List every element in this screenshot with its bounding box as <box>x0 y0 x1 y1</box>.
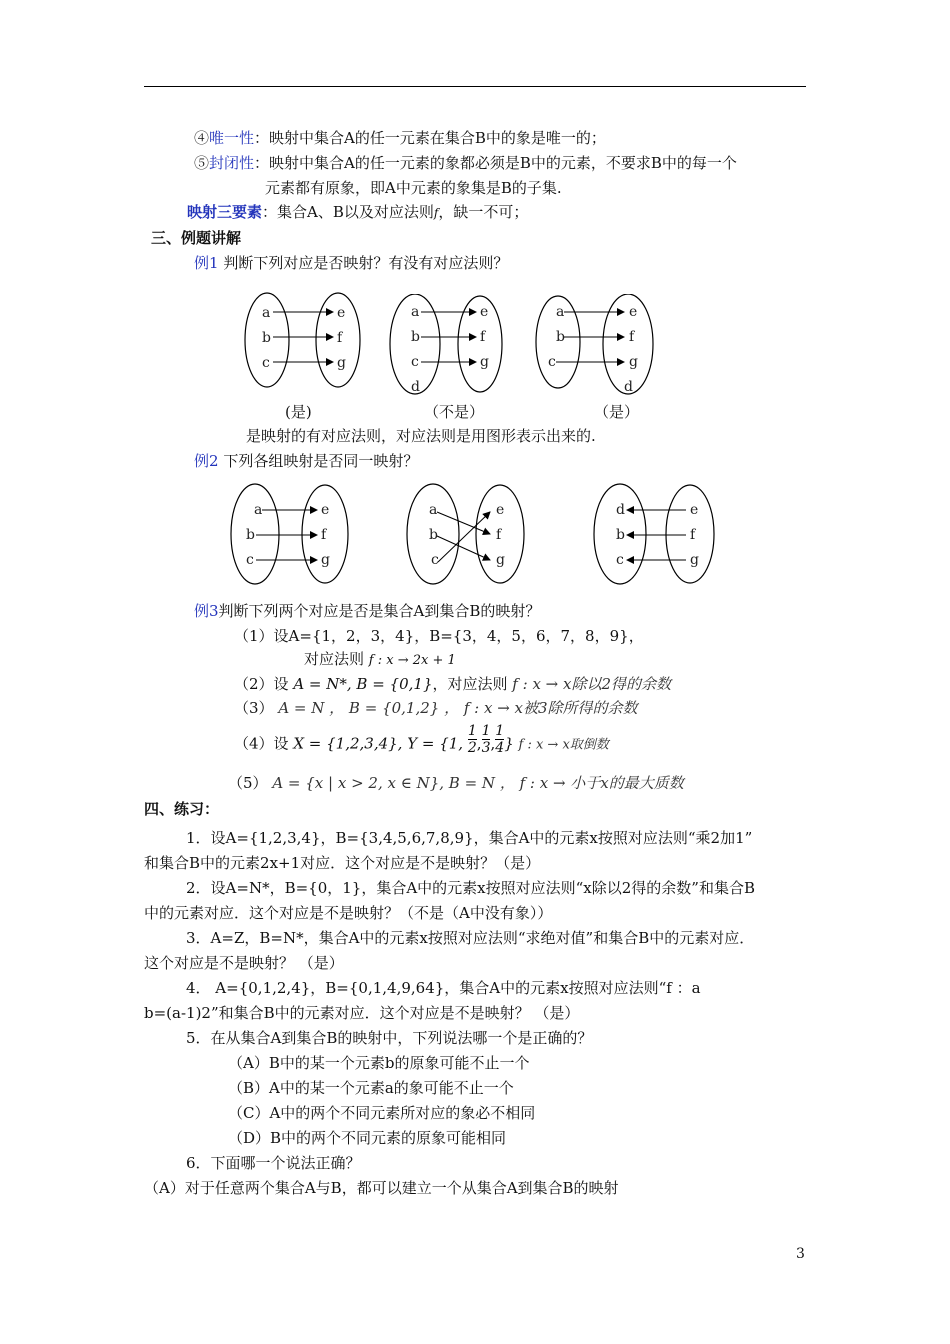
set-b-element: f <box>480 329 486 345</box>
ex1-note: 是映射的有对应法则，对应法则是用图形表示出来的. <box>246 427 596 445</box>
property-closure-cont: 元素都有原象，即A中元素的象集是B的子集. <box>265 179 562 197</box>
practice-q5-option-b: （B）A中的某一个元素a的象可能不止一个 <box>228 1079 514 1097</box>
text: ，对应法则 <box>432 675 508 693</box>
text: ：集合A、B以及对应法则 <box>262 203 434 221</box>
fraction <box>482 723 491 756</box>
math-sets: X = {1,2,3,4}, Y = {1, <box>293 734 464 753</box>
practice-q2-line1: 2．设A=N*，B={0，1}，集合A中的元素x按照对应法则“x除以2得的余数”和集合B <box>186 879 755 897</box>
math-sets-rule: A = {x | x > 2, x ∈ N}, B = N ， f : x → 小于x的最大质数 <box>272 774 684 792</box>
fraction-denominator: 3 <box>481 740 491 756</box>
fraction-numerator: 1 <box>495 723 505 739</box>
term-three-elements: 映射三要素 <box>187 203 263 221</box>
set-a-element: c <box>246 552 254 568</box>
set-b-element: e <box>629 304 638 320</box>
practice-q4-line1: 4． A={0,1,2,4}，B={0,1,4,9,64}，集合A中的元素x按照对应法则“f ：a <box>186 979 701 997</box>
mapping-arrow <box>438 512 490 562</box>
practice-q6-option-a: （A）对于任意两个集合A与B，都可以建立一个从集合A到集合B的映射 <box>144 1179 619 1197</box>
mapping-arrow <box>437 536 490 560</box>
fraction-numerator: 1 <box>467 723 477 739</box>
fraction-numerator: 1 <box>481 723 491 739</box>
text: ：映射中集合A的任一元素的象都必须是B中的元素，不要求B中的每一个 <box>254 154 737 172</box>
set-a-element: a <box>411 304 420 320</box>
set-a-element: c <box>262 355 270 371</box>
ex1-caption-1: (是) <box>285 403 312 421</box>
set-b-element: g <box>496 552 505 568</box>
practice-q3-line2: 这个对应是不是映射？ （是） <box>144 954 344 972</box>
set-b-element: e <box>321 502 330 518</box>
text: ，缺一不可； <box>438 203 529 221</box>
ex1-caption-3: （是） <box>594 403 640 421</box>
ex3-item-4: （4）设 X = {1,2,3,4}, Y = {1, $\frac{1}{2}$ , $\frac{1}{3}$ , $\frac{1}{4}$ } f : x → x取倒数 <box>234 723 609 756</box>
term-closure: 封闭性 <box>209 154 255 172</box>
set-a-element: a <box>262 305 271 321</box>
ex2-diagram-1 <box>228 482 353 586</box>
ex1-diagram-1 <box>240 290 365 402</box>
ex2-heading <box>194 451 418 471</box>
math-rule: f : x → 2x + 1 <box>368 653 456 668</box>
section-title-examples: 三、例题讲解 <box>151 229 242 247</box>
set-a-element: b <box>556 329 565 345</box>
set-a-element: c <box>411 354 419 370</box>
set-a-element: b <box>246 527 255 543</box>
set-b-element: g <box>480 354 489 370</box>
set-a-element: b <box>616 527 625 543</box>
ex3-item-3 <box>234 698 638 718</box>
practice-q5-option-d: （D）B中的两个不同元素的原象可能相同 <box>228 1129 507 1147</box>
set-a-element: c <box>431 552 439 568</box>
set-b-element: f <box>321 527 327 543</box>
section-title-practice: 四、练习： <box>144 800 220 818</box>
math-sets-rule: A = N ， B = {0,1,2} ， f : x → x被3除所得的余数 <box>278 699 638 717</box>
set-a-element: d <box>616 502 625 518</box>
math-sets: A = N*, B = {0,1} <box>293 675 433 693</box>
practice-q1-line2: 和集合B中的元素2x+1对应．这个对应是不是映射？（是） <box>144 854 541 872</box>
set-b-element: e <box>496 502 505 518</box>
set-b-element: g <box>321 552 330 568</box>
item-label: （4）设 <box>234 734 289 753</box>
set-b-element: g <box>629 354 638 370</box>
term-uniqueness: 唯一性 <box>209 129 255 147</box>
set-b-element: e <box>480 304 489 320</box>
fraction <box>468 723 477 756</box>
rule-label: 对应法则 <box>304 650 365 668</box>
ex3-item-5 <box>228 773 684 793</box>
fraction-denominator: 4 <box>495 740 505 756</box>
property-uniqueness <box>194 128 606 148</box>
fraction <box>495 723 504 756</box>
math-rule: f : x → x除以2得的余数 <box>512 675 672 693</box>
practice-q1-line1: 1．设A={1,2,3,4}，B={3,4,5,6,7,8,9}，集合A中的元素x按照对应法则“乘2加1” <box>186 829 753 847</box>
mapping-arrow <box>437 512 490 534</box>
ex1-heading <box>194 253 508 273</box>
practice-q2-line2: 中的元素对应．这个对应是不是映射？（不是（A中没有象）） <box>144 904 553 922</box>
ex3-label: 例3 <box>194 602 219 620</box>
practice-q6: 6．下面哪一个说法正确？ <box>186 1154 361 1172</box>
item-marker: ⑤ <box>194 154 210 172</box>
set-a-element: a <box>556 304 565 320</box>
ex2-diagram-2 <box>400 482 525 586</box>
set-b-element: f <box>337 330 343 346</box>
set-b-element: e <box>690 502 699 518</box>
set-a-element: b <box>411 329 420 345</box>
set-a-element: b <box>429 527 438 543</box>
item-label: （2）设 <box>234 675 289 693</box>
ex1-caption-2: （不是） <box>424 403 485 421</box>
ex1-label: 例1 <box>194 254 219 272</box>
set-a-element: d <box>411 379 420 395</box>
three-elements <box>187 202 528 223</box>
set-b-element: e <box>337 305 346 321</box>
set-a-element: c <box>548 354 556 370</box>
ex3-heading <box>194 601 540 621</box>
ex1-diagram-2 <box>384 294 509 406</box>
set-a-element: a <box>429 502 438 518</box>
property-closure <box>194 153 737 173</box>
set-b-element: d <box>624 379 633 395</box>
item-label: （3） <box>234 699 274 717</box>
math-brace: } <box>504 734 514 753</box>
set-b-element: f <box>629 329 635 345</box>
math-f: f <box>433 206 439 220</box>
ex3-item-1-rule <box>304 649 456 671</box>
ex2-question: 下列各组映射是否同一映射？ <box>223 452 419 470</box>
set-b-element: g <box>690 552 699 568</box>
ex3-question: 判断下列两个对应是否是集合A到集合B的映射？ <box>218 602 541 620</box>
set-b-element: f <box>496 527 502 543</box>
ex1-diagram-3 <box>530 294 655 406</box>
set-b-element: f <box>690 527 696 543</box>
practice-q3-line1: 3．A=Z，B=N*，集合A中的元素x按照对应法则“求绝对值”和集合B中的元素对应． <box>186 929 755 947</box>
practice-q5-option-a: （A）B中的某一个元素b的原象可能不止一个 <box>228 1054 530 1072</box>
page-number: 3 <box>796 1246 805 1262</box>
math-rule: f : x → x取倒数 <box>518 737 609 753</box>
set-a-ellipse <box>231 484 279 584</box>
fraction-denominator: 2 <box>467 740 477 756</box>
set-a-element: b <box>262 330 271 346</box>
practice-q5: 5．在从集合A到集合B的映射中，下列说法哪一个是正确的？ <box>186 1029 593 1047</box>
item-marker: ④ <box>194 129 210 147</box>
set-b-element: g <box>337 355 346 371</box>
practice-q5-option-c: （C）A中的两个不同元素所对应的象必不相同 <box>228 1104 536 1122</box>
ex3-item-2 <box>234 674 671 694</box>
set-a-element: a <box>254 502 263 518</box>
item-label: （5） <box>228 774 268 792</box>
text: ：映射中集合A的任一元素在集合B中的象是唯一的； <box>254 129 606 147</box>
practice-q4-line2: b=(a-1)2”和集合B中的元素对应．这个对应是不是映射？ （是） <box>144 1004 580 1022</box>
ex3-item-1: （1）设A={1，2，3，4}，B={3，4，5，6，7，8，9}， <box>234 627 644 645</box>
ex2-label: 例2 <box>194 452 219 470</box>
set-a-element: c <box>616 552 624 568</box>
ex2-diagram-3 <box>590 482 715 586</box>
ex1-question: 判断下列对应是否映射？有没有对应法则？ <box>223 254 509 272</box>
header-rule <box>144 86 806 87</box>
